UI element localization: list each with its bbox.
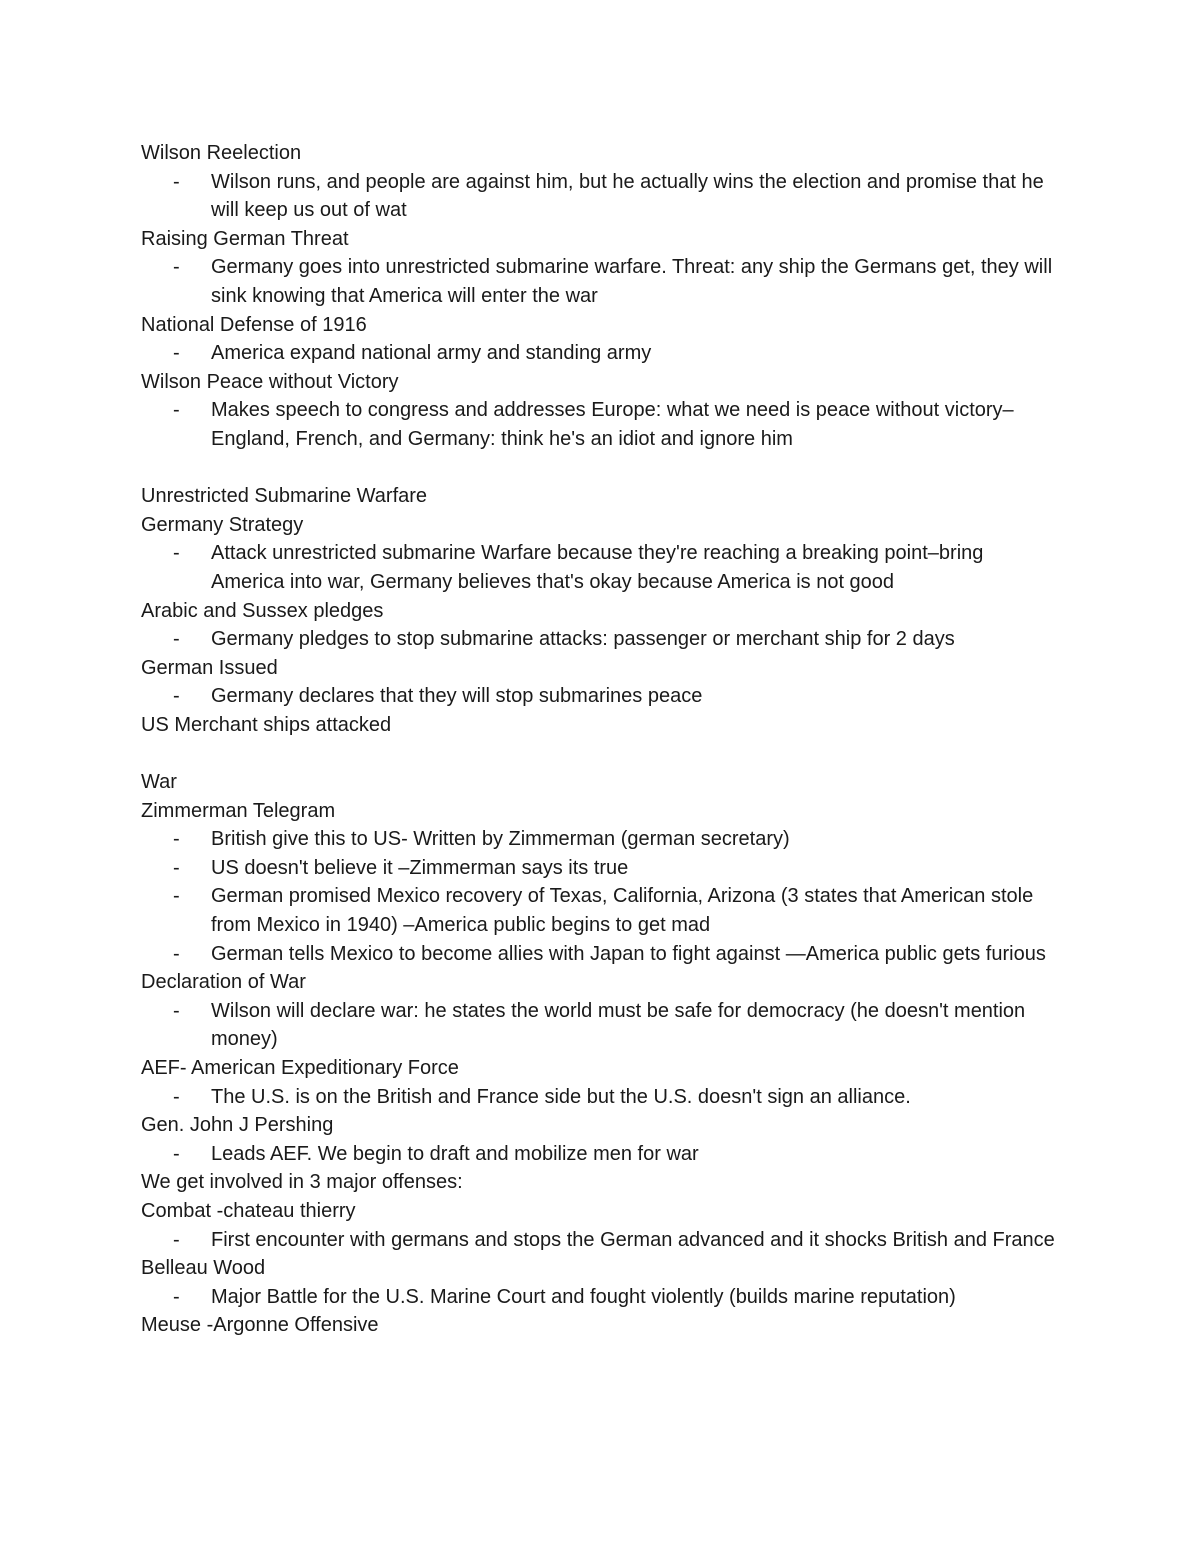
dash-marker: - xyxy=(173,399,180,422)
bullet-text: Leads AEF. We begin to draft and mobilize men for war xyxy=(211,1142,699,1165)
dash-marker: - xyxy=(173,342,180,365)
dash-marker: - xyxy=(173,542,180,565)
bullet-item xyxy=(141,997,1061,1054)
bullet-list xyxy=(141,1140,1071,1169)
dash-marker: - xyxy=(173,885,180,908)
bullet-text: US doesn't believe it –Zimmerman says its true xyxy=(211,856,629,879)
section-heading: Germany Strategy xyxy=(141,513,304,536)
dash-marker: - xyxy=(173,856,180,879)
dash-marker: - xyxy=(173,170,180,193)
bullet-text: Germany declares that they will stop submarines peace xyxy=(211,685,703,708)
section-heading: Belleau Wood xyxy=(141,1257,266,1280)
section-heading: Wilson Peace without Victory xyxy=(141,370,399,393)
bullet-item xyxy=(141,396,1061,453)
bullet-list xyxy=(141,1083,1071,1112)
section-heading: Unrestricted Submarine Warfare xyxy=(141,485,428,508)
bullet-item xyxy=(141,1140,1061,1169)
bullet-text: Germany goes into unrestricted submarine warfare. Threat: any ship the Germans get, they will sink knowing that America will enter the war xyxy=(211,256,1053,307)
bullet-item xyxy=(141,682,1061,711)
bullet-item xyxy=(141,940,1061,969)
section-heading: We get involved in 3 major offenses: xyxy=(141,1171,463,1194)
bullet-text: Attack unrestricted submarine Warfare because they're reaching a breaking point–bring America into war, Germany believes that's okay because America is not good xyxy=(211,542,984,593)
dash-marker: - xyxy=(173,1285,180,1308)
blank-line xyxy=(141,454,1071,483)
bullet-item xyxy=(141,1226,1061,1255)
dash-marker: - xyxy=(173,942,180,965)
notes-body xyxy=(141,139,1071,1340)
section-heading: AEF- American Expeditionary Force xyxy=(141,1057,459,1079)
section-heading: National Defense of 1916 xyxy=(141,313,367,336)
bullet-list xyxy=(141,396,1071,453)
bullet-text: Wilson will declare war: he states the world must be safe for democracy (he doesn't mention money) xyxy=(211,999,1026,1051)
bullet-list xyxy=(141,825,1071,968)
bullet-item xyxy=(141,825,1061,854)
bullet-text: Major Battle for the U.S. Marine Court and fought violently (builds marine reputation) xyxy=(211,1285,956,1308)
bullet-text: Wilson runs, and people are against him, but he actually wins the election and promise that he will keep us out of wat xyxy=(211,170,1044,222)
dash-marker: - xyxy=(173,256,180,279)
section-heading: Arabic and Sussex pledges xyxy=(141,599,384,622)
section-heading: Zimmerman Telegram xyxy=(141,799,336,822)
bullet-list xyxy=(141,1283,1071,1312)
bullet-text: Makes speech to congress and addresses Europe: what we need is peace without victory– England, French, and Germany: think he's an idiot and ignore him xyxy=(211,399,1014,450)
section-heading: Gen. John J Pershing xyxy=(141,1114,334,1137)
bullet-text: German promised Mexico recovery of Texas, California, Arizona (3 states that American stole from Mexico in 1940) –America public begins to get mad xyxy=(211,885,1034,937)
section-heading: Declaration of War xyxy=(141,971,306,994)
bullet-text: Germany pledges to stop submarine attacks: passenger or merchant ship for 2 days xyxy=(211,628,955,651)
bullet-item xyxy=(141,882,1061,939)
dash-marker: - xyxy=(173,1228,180,1251)
dash-marker: - xyxy=(173,1142,180,1165)
bullet-item xyxy=(141,339,1061,368)
bullet-text: British give this to US- Written by Zimmerman (german secretary) xyxy=(211,828,790,851)
section-heading: US Merchant ships attacked xyxy=(141,713,392,736)
section-heading: Wilson Reelection xyxy=(141,142,302,164)
bullet-list xyxy=(141,625,1071,654)
bullet-list xyxy=(141,168,1071,225)
bullet-item xyxy=(141,539,1061,596)
blank-line xyxy=(141,739,1071,768)
dash-marker: - xyxy=(173,1085,180,1108)
section-heading: War xyxy=(141,771,177,794)
section-heading: Combat -chateau thierry xyxy=(141,1199,356,1222)
bullet-item xyxy=(141,1083,1061,1112)
bullet-list xyxy=(141,339,1071,368)
bullet-list xyxy=(141,253,1071,310)
bullet-text: German tells Mexico to become allies with Japan to fight against —America public gets furious xyxy=(211,942,1046,965)
dash-marker: - xyxy=(173,628,180,651)
bullet-item xyxy=(141,625,1061,654)
bullet-text: The U.S. is on the British and France side but the U.S. doesn't sign an alliance. xyxy=(211,1085,911,1108)
bullet-text: First encounter with germans and stops the German advanced and it shocks British and France xyxy=(211,1228,1055,1251)
dash-marker: - xyxy=(173,999,180,1022)
dash-marker: - xyxy=(173,828,180,851)
bullet-list xyxy=(141,997,1071,1054)
bullet-item xyxy=(141,168,1061,225)
section-heading: German Issued xyxy=(141,656,278,679)
bullet-list xyxy=(141,682,1071,711)
dash-marker: - xyxy=(173,685,180,708)
bullet-item xyxy=(141,253,1061,310)
bullet-item xyxy=(141,854,1061,883)
bullet-list xyxy=(141,1226,1071,1255)
bullet-text: America expand national army and standing army xyxy=(211,342,652,365)
bullet-list xyxy=(141,539,1071,596)
bullet-item xyxy=(141,1283,1061,1312)
section-heading: Raising German Threat xyxy=(141,227,349,250)
section-heading: Meuse -Argonne Offensive xyxy=(141,1314,379,1337)
